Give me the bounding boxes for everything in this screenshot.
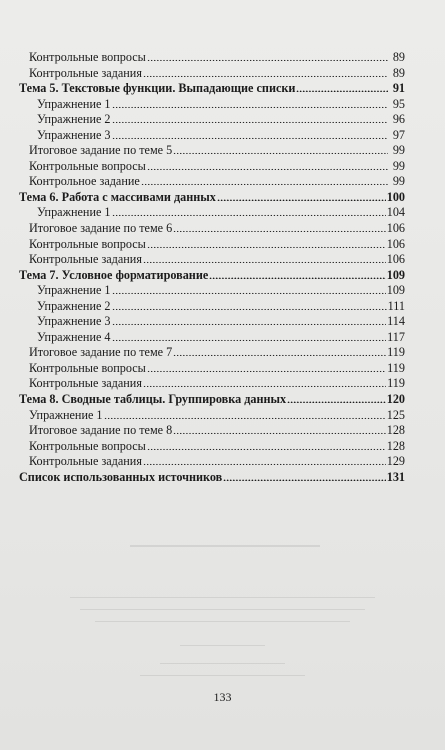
toc-entry-title: Итоговое задание по теме 8 [29, 423, 173, 438]
toc-entry [19, 237, 405, 253]
toc-entry-title: Упражнение 3 [37, 314, 111, 329]
toc-entry [19, 330, 405, 346]
toc-entry-title: Контрольные вопросы [29, 158, 146, 173]
toc-entry-page: 104 [386, 205, 405, 220]
toc-entry-page: 91 [392, 81, 405, 96]
toc-entry-title: Упражнение 3 [37, 127, 111, 142]
dot-leader [112, 314, 387, 325]
toc-entry [19, 408, 405, 424]
toc-entry-page: 89 [392, 50, 405, 64]
dot-leader [112, 283, 386, 294]
toc-chapter-entry [19, 81, 405, 97]
dot-leader [173, 423, 386, 434]
dot-leader [296, 81, 388, 92]
toc-entry [19, 361, 405, 377]
toc-entry [19, 221, 405, 237]
toc-entry-title: Список использованных источников [19, 469, 223, 484]
toc-entry-page: 128 [386, 423, 405, 438]
toc-entry-title: Контрольные задания [29, 376, 142, 391]
toc-entry-title: Контрольные задания [29, 65, 142, 80]
toc-entry [19, 439, 405, 455]
toc-entry-title: Итоговое задание по теме 6 [29, 221, 173, 236]
toc-entry [19, 283, 405, 299]
toc-entry-title: Упражнение 1 [37, 96, 111, 111]
toc-entry-page: 99 [392, 143, 405, 158]
toc-entry-page: 128 [386, 438, 405, 453]
toc-entry-title: Контрольное задание [29, 174, 140, 189]
toc-entry-page: 89 [392, 65, 405, 80]
dot-leader [147, 237, 386, 248]
toc-entry-page: 111 [387, 298, 405, 313]
toc-entry-title: Упражнение 4 [37, 329, 111, 344]
toc-entry [19, 314, 405, 330]
toc-entry [19, 128, 405, 144]
toc-entry [19, 205, 405, 221]
toc-entry [19, 299, 405, 315]
toc-entry [19, 112, 405, 128]
dot-leader [143, 66, 388, 77]
toc-entry [19, 97, 405, 113]
toc-entry-page: 99 [392, 174, 405, 189]
toc-entry-title: Контрольные задания [29, 252, 142, 267]
toc-entry [19, 376, 405, 392]
toc-entry-page: 95 [392, 96, 405, 111]
dot-leader [112, 112, 388, 123]
dot-leader [112, 205, 386, 216]
dot-leader [143, 252, 386, 263]
toc-entry-title: Контрольные вопросы [29, 438, 146, 453]
dot-leader [173, 345, 386, 356]
dot-leader [112, 330, 387, 341]
toc-entry-page: 106 [386, 236, 405, 251]
toc-entry-page: 114 [387, 314, 405, 329]
toc-entry-page: 109 [386, 267, 405, 282]
dot-leader [223, 470, 385, 481]
toc-entry-title: Контрольные вопросы [29, 236, 146, 251]
toc-entry-page: 119 [387, 376, 405, 391]
toc-entry-page: 125 [386, 407, 405, 422]
toc-entry-title: Упражнение 1 [37, 283, 111, 298]
toc-chapter-entry [19, 470, 405, 486]
toc-entry [19, 252, 405, 268]
toc-entry [19, 174, 405, 190]
toc-entry-page: 109 [386, 283, 405, 298]
toc-entry-title: Контрольные вопросы [29, 360, 146, 375]
bleed-through-texture [70, 505, 375, 695]
toc-entry-title: Тема 6. Работа с массивами данных [19, 189, 216, 204]
toc-entry-title: Упражнение 1 [29, 407, 103, 422]
toc-entry-page: 97 [392, 127, 405, 142]
toc-entry-title: Итоговое задание по теме 5 [29, 143, 173, 158]
toc-entry [19, 143, 405, 159]
toc-entry-title: Упражнение 2 [37, 298, 111, 313]
toc-chapter-entry [19, 190, 405, 206]
toc-entry [19, 66, 405, 82]
toc-chapter-entry [19, 268, 405, 284]
dot-leader [104, 408, 386, 419]
toc-entry-page: 119 [387, 345, 405, 360]
toc-entry-page: 131 [386, 469, 405, 484]
dot-leader [173, 221, 386, 232]
toc-entry-title: Итоговое задание по теме 7 [29, 345, 173, 360]
dot-leader [112, 299, 387, 310]
toc-entry-page: 106 [386, 252, 405, 267]
toc-entry-title: Контрольные вопросы [29, 50, 146, 64]
toc-entry-page: 129 [386, 454, 405, 469]
dot-leader [217, 190, 386, 201]
toc-entry-title: Упражнение 2 [37, 112, 111, 127]
dot-leader [143, 376, 386, 387]
toc-entry-page: 120 [386, 392, 405, 407]
toc-entry [19, 50, 405, 66]
dot-leader [143, 454, 386, 465]
page-number: 133 [213, 690, 232, 704]
dot-leader [147, 50, 388, 61]
dot-leader [147, 439, 386, 450]
toc-entry [19, 345, 405, 361]
toc-entry-page: 106 [386, 221, 405, 236]
dot-leader [141, 174, 388, 185]
toc-entry-page: 117 [387, 329, 405, 344]
dot-leader [147, 159, 388, 170]
dot-leader [173, 143, 388, 154]
toc-chapter-entry [19, 392, 405, 408]
toc-entry-page: 119 [387, 360, 405, 375]
toc-entry-title: Тема 7. Условное форматирование [19, 267, 209, 282]
toc-entry-page: 96 [392, 112, 405, 127]
toc-entry-page: 99 [392, 158, 405, 173]
toc-entry [19, 423, 405, 439]
toc-entry-title: Тема 8. Сводные таблицы. Группировка данных [19, 392, 287, 407]
toc-entry-title: Контрольные задания [29, 454, 142, 469]
toc-entry-page: 100 [386, 189, 405, 204]
dot-leader [147, 361, 386, 372]
toc-entry [19, 159, 405, 175]
dot-leader [287, 392, 386, 403]
table-of-contents [19, 50, 405, 485]
dot-leader [209, 268, 385, 279]
dot-leader [112, 97, 388, 108]
toc-entry [19, 454, 405, 470]
toc-entry-title: Тема 5. Текстовые функции. Выпадающие списки [19, 81, 296, 96]
dot-leader [112, 128, 388, 139]
toc-entry-title: Упражнение 1 [37, 205, 111, 220]
